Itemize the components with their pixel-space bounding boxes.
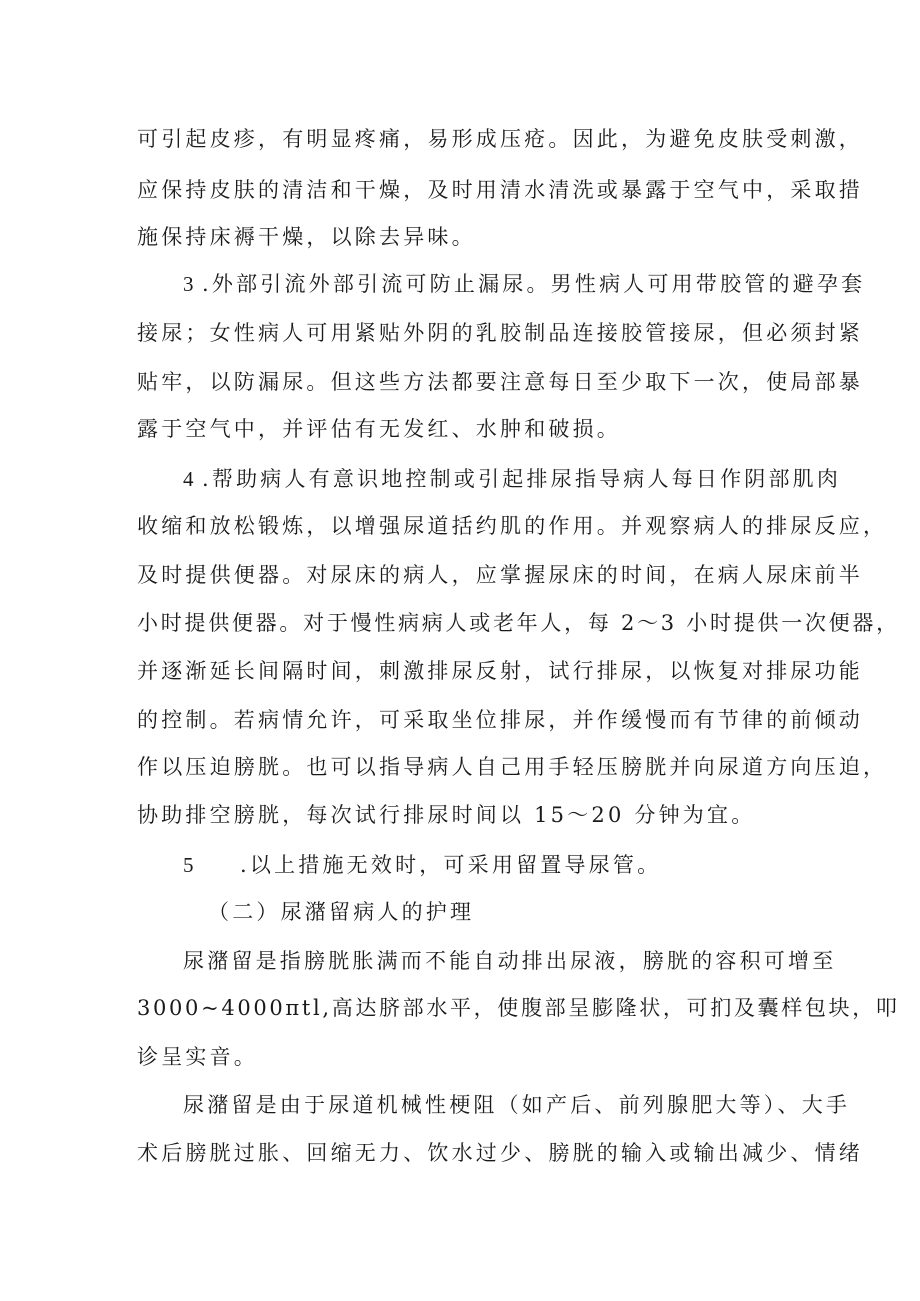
item-5-number: 5 bbox=[183, 853, 194, 877]
para7-line-2: 术后膀胱过胀、回缩无力、饮水过少、膀胱的输入或输出减少、情绪 bbox=[137, 1141, 863, 1165]
item-4-line-3: 及时提供便器。对尿床的病人，应掌握尿床的时间，在病人尿床前半 bbox=[137, 563, 863, 587]
item-3-line-3: 贴牢，以防漏尿。但这些方法都要注意每日至少取下一次，使局部暴 bbox=[137, 370, 863, 394]
item-4-line-2: 收缩和放松锻炼，以增强尿道括约肌的作用。并观察病人的排尿反应， bbox=[137, 514, 888, 538]
para6-line-2: 3000~4000πtl,高达脐部水平，使腹部呈膨隆状，可扪及囊样包块，叩 bbox=[137, 996, 900, 1020]
item-4-line-4: 小时提供便器。对于慢性病病人或老年人，每 2～3 小时提供一次便器， bbox=[137, 611, 900, 635]
section-heading: （二）尿潴留病人的护理 bbox=[208, 900, 475, 924]
item-3-number: 3 bbox=[183, 272, 194, 296]
item-4-line-7: 作以压迫膀胱。也可以指导病人自己用手轻压膀胱并向尿道方向压迫， bbox=[137, 755, 888, 779]
item-4-line-1: .帮助病人有意识地控制或引起排尿指导病人每日作阴部肌肉 bbox=[202, 467, 842, 491]
para7-line-1: 尿潴留是由于尿道机械性梗阻（如产后、前列腺肥大等）、大手 bbox=[183, 1093, 851, 1117]
item-3-line-2: 接尿；女性病人可用紧贴外阴的乳胶制品连接胶管接尿，但必须封紧 bbox=[137, 321, 863, 345]
para6-line-1: 尿潴留是指膀胱胀满而不能自动排出尿液，膀胱的容积可增至 bbox=[183, 949, 837, 973]
para6-line-3: 诊呈实音。 bbox=[137, 1045, 258, 1069]
para1-line-1: 可引起皮疹，有明显疼痛，易形成压疮。因此，为避免皮肤受刺激， bbox=[137, 127, 863, 151]
item-3-line-4: 露于空气中，并评估有无发红、水肿和破损。 bbox=[137, 417, 621, 441]
item-4-line-8: 协助排空膀胱，每次试行排尿时间以 15～20 分钟为宜。 bbox=[137, 803, 756, 827]
item-4-line-6: 的控制。若病情允许，可采取坐位排尿，并作缓慢而有节律的前倾动 bbox=[137, 708, 863, 732]
item-4-number: 4 bbox=[183, 467, 194, 491]
item-4-line-5: 并逐渐延长间隔时间，刺激排尿反射，试行排尿，以恢复对排尿功能 bbox=[137, 659, 863, 683]
para1-line-3: 施保持床褥干燥，以除去异味。 bbox=[137, 225, 476, 249]
item-5-text: .以上措施无效时，可采用留置导尿管。 bbox=[240, 853, 662, 877]
para1-line-2: 应保持皮肤的清洁和干燥，及时用清水清洗或暴露于空气中，采取措 bbox=[137, 178, 863, 202]
item-3-line-1: .外部引流外部引流可防止漏尿。男性病人可用带胶管的避孕套 bbox=[202, 272, 866, 296]
